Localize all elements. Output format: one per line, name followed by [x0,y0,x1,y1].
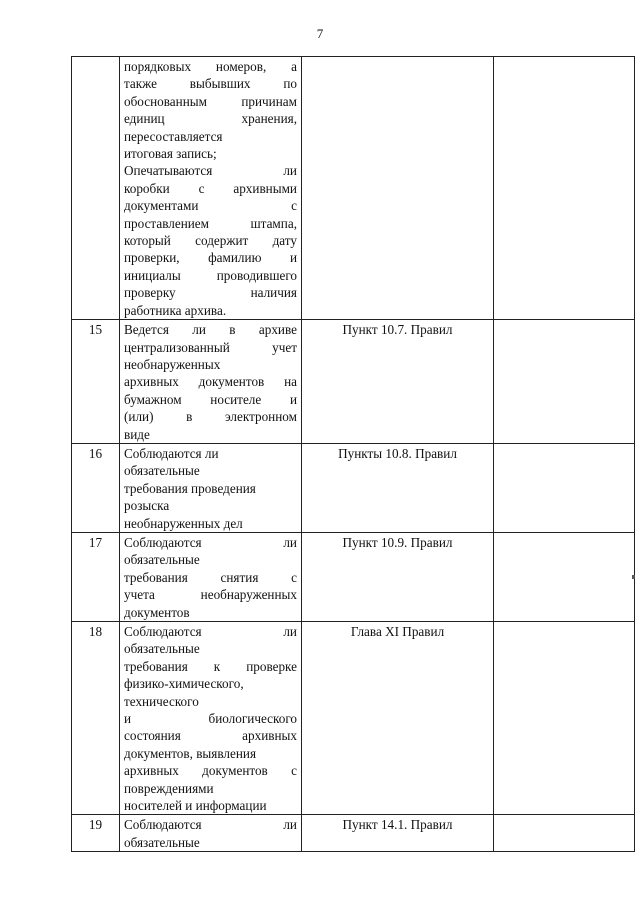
requirement-line: который содержит дату [124,233,297,249]
checklist-row [72,443,635,532]
requirement-line: обязательные [124,641,200,657]
requirement-line: обязательные [124,552,200,568]
requirement-line: Ведется ли в архиве [124,322,297,338]
requirement-line: физико-химического, [124,676,244,692]
requirement-line: виде [124,426,150,442]
requirement-line: обоснованным причинам [124,93,297,109]
requirement-line: требования проведения [124,480,256,496]
requirement-line: требования к проверке [124,658,297,674]
answer-cell [494,320,635,444]
requirement-line: обязательные [124,463,200,479]
requirement-line: архивных документов на [124,374,297,390]
requirement-line: Соблюдаются ли [124,445,219,461]
legal-reference: Глава XI Правил [302,622,494,815]
requirement-text [120,532,302,621]
checklist-rows [72,57,635,852]
legal-reference [302,57,494,320]
scan-mark [632,575,635,579]
legal-reference: Пункт 14.1. Правил [302,815,494,852]
checklist-row [72,815,635,852]
requirement-line: пересоставляется [124,128,223,144]
requirement-line: Соблюдаются ли [124,534,297,550]
row-number: 16 [72,443,120,532]
requirement-line: технического [124,693,199,709]
requirement-line: проверки, фамилию и [124,250,297,266]
requirement-line: требования снятия с [124,569,297,585]
requirement-line: учета необнаруженных [124,587,297,603]
requirement-line: Соблюдаются ли [124,624,297,639]
requirement-line: носителей и информации [124,798,267,814]
legal-reference: Пункт 10.7. Правил [302,320,494,444]
checklist-row [72,57,635,320]
requirement-text [120,57,302,320]
requirement-line: бумажном носителе и [124,391,297,407]
requirement-text [120,622,302,815]
requirement-line: розыска [124,498,170,514]
requirement-line: повреждениями [124,780,214,796]
requirement-line: работника архива. [124,302,227,318]
requirement-line: Опечатываются ли [124,163,297,179]
page-number: 7 [316,26,324,41]
requirement-line: документов [124,604,190,620]
row-number: 17 [72,532,120,621]
row-number [72,57,120,320]
answer-cell [494,57,635,320]
requirement-line: и биологического [124,711,297,727]
requirement-line: Соблюдаются ли [124,817,297,833]
checklist-row [72,532,635,621]
requirement-line: порядковых номеров, а [124,59,297,74]
checklist-row [72,320,635,444]
requirement-text [120,815,302,852]
requirement-line: централизованный учет [124,339,297,355]
requirement-line: также выбывших по [124,76,297,92]
requirement-line: необнаруженных дел [124,515,243,531]
requirement-line: документами с [124,198,297,214]
requirement-line: состояния архивных [124,728,297,744]
legal-reference: Пункт 10.9. Правил [302,532,494,621]
requirement-text [120,443,302,532]
answer-cell [494,532,635,621]
requirement-line: (или) в электронном [124,409,297,425]
row-number: 18 [72,622,120,815]
answer-cell [494,443,635,532]
requirement-line: коробки с архивными [124,180,297,196]
checklist-row [72,622,635,815]
requirement-line: документов, выявления [124,745,257,761]
checklist-table [71,56,635,852]
legal-reference: Пункты 10.8. Правил [302,443,494,532]
requirement-line: итоговая запись; [124,146,217,162]
requirement-line: единиц хранения, [124,111,297,127]
requirement-line: проверку наличия [124,285,297,301]
answer-cell [494,815,635,852]
requirement-line: архивных документов с [124,763,297,779]
requirement-text [120,320,302,444]
requirement-line: проставлением штампа, [124,215,297,231]
requirement-line: обязательные [124,834,200,850]
requirement-line: инициалы проводившего [124,267,297,283]
row-number: 15 [72,320,120,444]
row-number: 19 [72,815,120,852]
answer-cell [494,622,635,815]
requirement-line: необнаруженных [124,356,221,372]
